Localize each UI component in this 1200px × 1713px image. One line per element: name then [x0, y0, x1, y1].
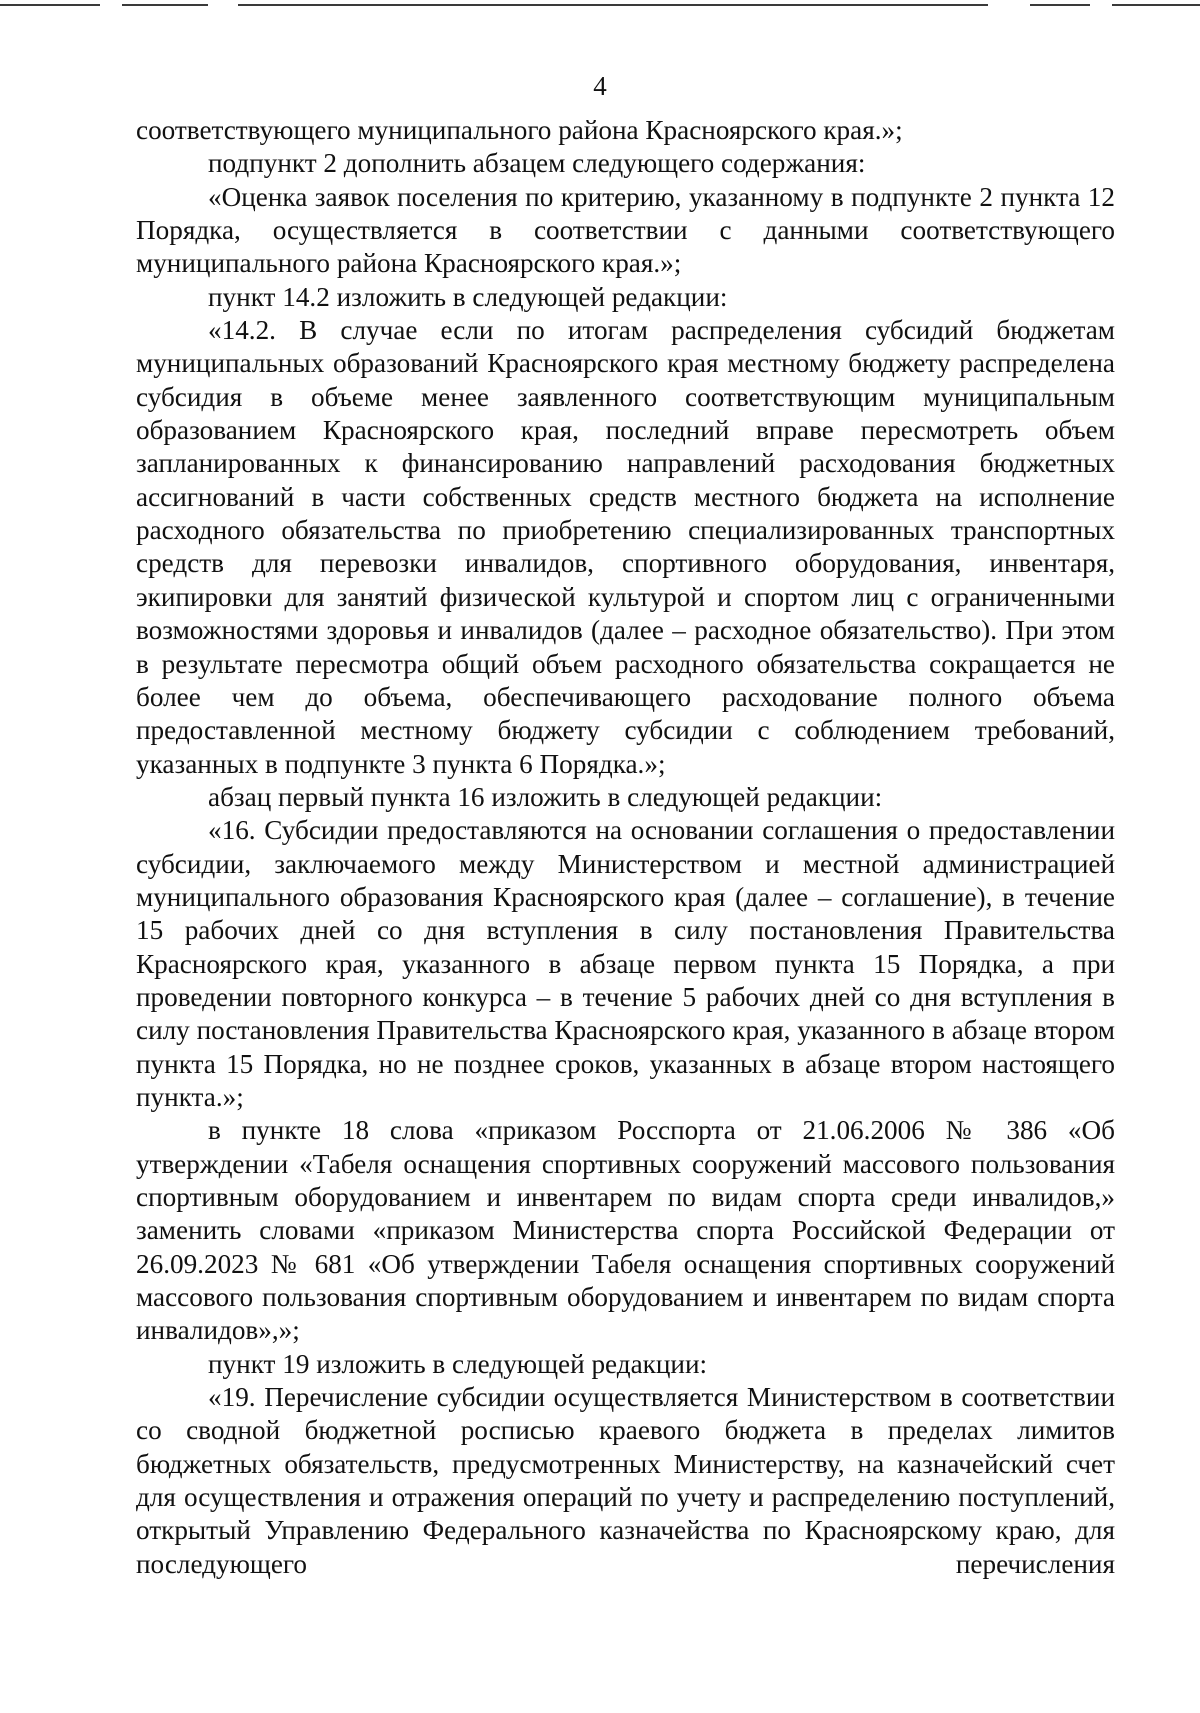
paragraph-continuation: соответствующего муниципального района Красноярского края.»;: [136, 115, 903, 145]
scan-edge-line: [0, 4, 1200, 7]
paragraph-quote: «14.2. В случае если по итогам распределения субсидий бюджетам муниципальных образований Красноярского края местному бюджету распределена субсидия в объеме менее заявленного соответствующим муниципальным образованием Красноярского края, последний вправе пересмотреть объем запланированных к финансированию направлений расходования бюджетных ассигнований в части собственных средств местного бюджета на исполнение расходного обязательства по приобретению специализированных транспортных средств для перевозки инвалидов, спортивного оборудования, инвентаря, экипировки для занятий физической культурой и спортом лиц с ограниченными возможностями здоровья и инвалидов (далее – расходное обязательство). При этом в результате пересмотра общий объем расходного обязательства сокращается не более чем до объема, обеспечивающего расходование полного объема предоставленной местному бюджету субсидии с соблюдением требований, указанных в подпункте 3 пункта 6 Порядка.»;: [136, 315, 1115, 779]
paragraph-quote: «19. Перечисление субсидии осуществляется Министерством в соответствии со сводной бюджетной росписью краевого бюджета в пределах лимитов бюджетных обязательств, предусмотренных Министерству, на казначейский счет для осуществления и отражения операций по учету и распределению поступлений, открытый Управлению Федерального казначейства по Красноярскому краю, для последующего перечисления: [136, 1382, 1115, 1579]
paragraph-instruction: пункт 19 изложить в следующей редакции:: [208, 1348, 708, 1379]
paragraph-instruction: абзац первый пункта 16 изложить в следующей редакции:: [208, 781, 883, 812]
document-body: [136, 114, 1115, 1581]
paragraph-instruction: подпункт 2 дополнить абзацем следующего содержания:: [208, 148, 866, 179]
paragraph-quote: «16. Субсидии предоставляются на основании соглашения о предоставлении субсидии, заключаемого между Министерством и местной администрацией муниципального образования Красноярского края (далее – соглашение), в течение 15 рабочих дней со дня вступления в силу постановления Правительства Красноярского края, указанного в абзаце первом пункта 15 Порядка, а при проведении повторного конкурса – в течение 5 рабочих дней со дня вступления в силу постановления Правительства Красноярского края, указанного в абзаце втором пункта 15 Порядка, но не позднее сроков, указанных в абзаце втором настоящего пункта.»;: [136, 815, 1115, 1112]
paragraph-instruction: пункт 14.2 изложить в следующей редакции:: [208, 281, 728, 312]
paragraph-amendment: в пункте 18 слова «приказом Росспорта от 21.06.2006 № 386 «Об утверждении «Табеля оснащения спортивных сооружений массового пользования спортивным оборудованием и инвентарем по видам спорта среди инвалидов,» заменить словами «приказом Министерства спорта Российской Федерации от 26.09.2023 № 681 «Об утверждении Табеля оснащения спортивных сооружений массового пользования спортивным оборудованием и инвентарем по видам спорта инвалидов»,»;: [136, 1115, 1115, 1346]
paragraph-quote: «Оценка заявок поселения по критерию, указанному в подпункте 2 пункта 12 Порядка, осуществляется в соответствии с данными соответствующего муниципального района Красноярского края.»;: [136, 181, 1115, 279]
page-number: 4: [593, 71, 607, 101]
